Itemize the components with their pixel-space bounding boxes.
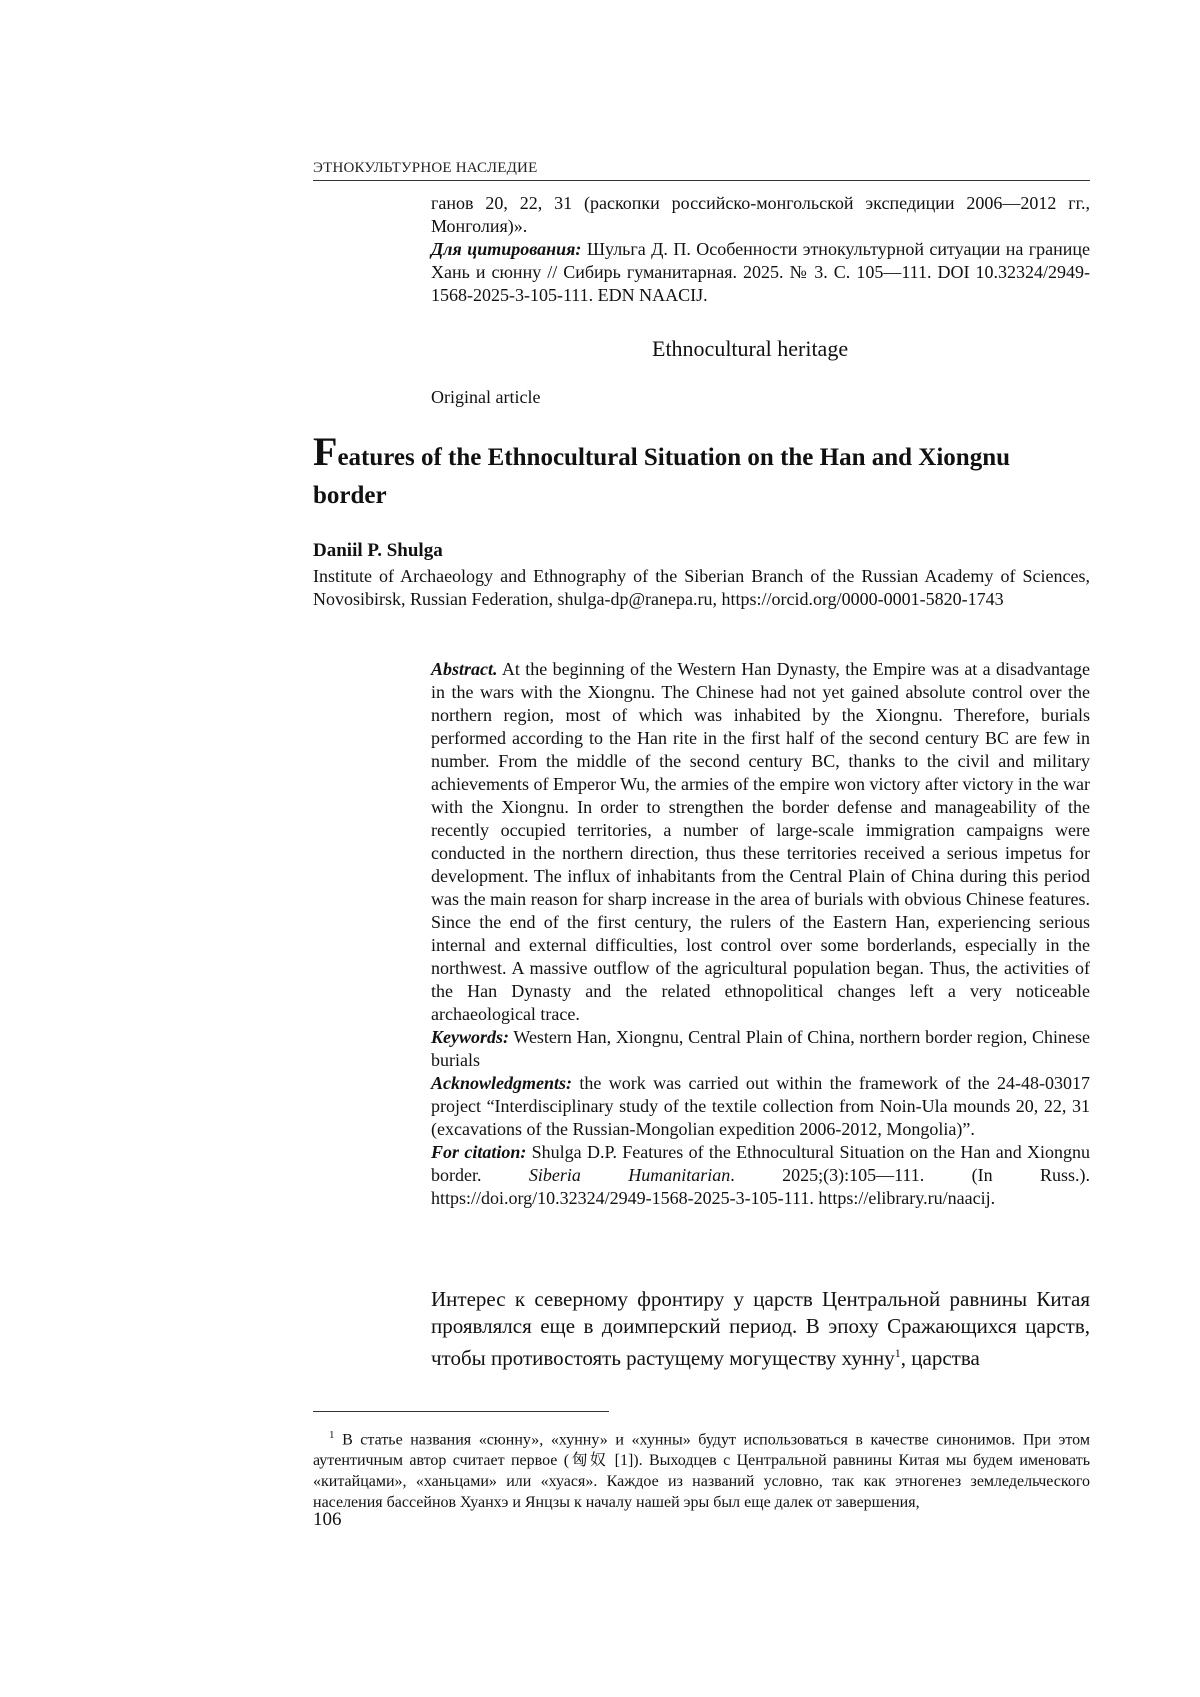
footnote xyxy=(313,1425,1090,1513)
keywords-text: Western Han, Xiongnu, Central Plain of China, northern border region, Chinese burials xyxy=(431,1027,1090,1070)
section-heading-en: Ethnocultural heritage xyxy=(652,336,849,361)
citation-text-2: . 2025;(3):105—111. (In Russ.). https://doi.org/10.32324/2949-1568-2025-3-105-111. https://elibrary.ru/naacij. xyxy=(431,1165,1090,1208)
acknowledgments-label: Acknowledgments: xyxy=(431,1073,573,1093)
article-type: Original article xyxy=(431,387,541,407)
keywords-paragraph xyxy=(431,1026,1090,1072)
russian-metadata-tail xyxy=(431,192,1090,307)
acknowledgments-text: the work was carried out within the framework of the 24-48-03017 project “Interdisciplinary study of the textile collection from Noin-Ula mounds 20, 22, 31 (excavations of the Russian-Mongolian expedition 2006-2012, Mongolia)”. xyxy=(431,1073,1090,1139)
abstract-paragraph xyxy=(431,658,1090,1026)
citation-label: For citation: xyxy=(431,1142,527,1162)
abstract-text: At the beginning of the Western Han Dynasty, the Empire was at a disadvantage in the wars with the Xiongnu. The Chinese had not yet gained absolute control over the northern region, most of which was inhabited by the Xiongnu. Therefore, burials performed according to the Han rite in the first half of the second century BC are few in number. From the middle of the second century BC, thanks to the civil and military achievements of Emperor Wu, the armies of the empire won victory after victory in the war with the Xiongnu. In order to strengthen the border defense and manageability of the recently occupied territories, a number of large-scale immigration campaigns were conducted in the northern direction, thus these territories received a serious impetus for development. The influx of inhabitants from the Central Plain of China during this period was the main reason for sharp increase in the area of burials with obvious Chinese features. Since the end of the first century, the rulers of the Eastern Han, experiencing serious internal and external difficulties, lost control over some borderlands, especially in the northwest. A massive outflow of the agricultural population began. Thus, the activities of the Han Dynasty and the related ethnopolitical changes left a very noticeable archaeological trace. xyxy=(431,659,1090,1024)
footnote-divider xyxy=(313,1411,609,1412)
running-head: ЭТНОКУЛЬТУРНОЕ НАСЛЕДИЕ xyxy=(313,160,1090,181)
citation-text-ru: Шульга Д. П. Особенности этнокультурной ситуации на границе Хань и сюнну // Сибирь гуманитарная. 2025. № 3. С. 105—111. DOI 10.32324/2949-1568-2025-3-105-111. EDN NAACIJ. xyxy=(431,239,1091,305)
body-text-1: Интерес к северному фронтиру у царств Центральной равнины Китая проявлялся еще в доимперский период. В эпоху Сражающихся царств, чтобы противостоять растущему могуществу хунну xyxy=(431,1287,1090,1370)
acknowledgment-tail-ru: ганов 20, 22, 31 (раскопки российско-монгольской экспедиции 2006—2012 гг., Монголия)». xyxy=(431,193,1090,236)
citation-paragraph xyxy=(431,1141,1090,1210)
citation-journal: Siberia Humanitarian xyxy=(528,1165,731,1185)
abstract-block xyxy=(431,658,1090,1210)
body-text-ru xyxy=(431,1286,1090,1372)
body-text-2: , царства xyxy=(900,1346,980,1370)
author-name: Daniil P. Shulga xyxy=(313,540,443,561)
citation-label-ru: Для цитирования: xyxy=(431,239,582,259)
abstract-label: Abstract. xyxy=(431,659,498,679)
page-number: 106 xyxy=(313,1509,342,1530)
footnote-paragraph xyxy=(313,1425,1090,1513)
acknowledgments-paragraph xyxy=(431,1072,1090,1141)
title-initial: F xyxy=(313,429,338,474)
article-title xyxy=(313,429,1013,515)
author-affiliation: Institute of Archaeology and Ethnography of the Siberian Branch of the Russian Academy of Sciences, Novosibirsk, Russian Federation, shulga-dp@ranepa.ru, https://orcid.org/0000-0001-5820-1743 xyxy=(313,566,1090,609)
footnote-ref[interactable]: 1 xyxy=(894,1346,901,1360)
footnote-mark: 1 xyxy=(329,1429,335,1441)
citation-text-1: Shulga D.P. Features of the Ethnocultural Situation on the Han and Xiongnu border. xyxy=(431,1142,1090,1185)
title-rest: eatures of the Ethnocultural Situation on the Han and Xiongnu border xyxy=(313,444,1011,509)
citation-ru xyxy=(431,238,1090,307)
keywords-label: Keywords: xyxy=(431,1027,509,1047)
footnote-text: В статье названия «сюнну», «хунну» и «хунны» будут использоваться в качестве синонимов. При этом аутентичным автор считает первое (匈奴 [1]). Выходцев с Центральной равнины Китая мы будем именовать «китайцами», «ханьцами» или «хуася». Каждое из названий условно, так как этногенез земледельческого населения бассейнов Хуанхэ и Янцзы к началу нашей эры был еще далек от завершения, xyxy=(313,1431,1090,1512)
